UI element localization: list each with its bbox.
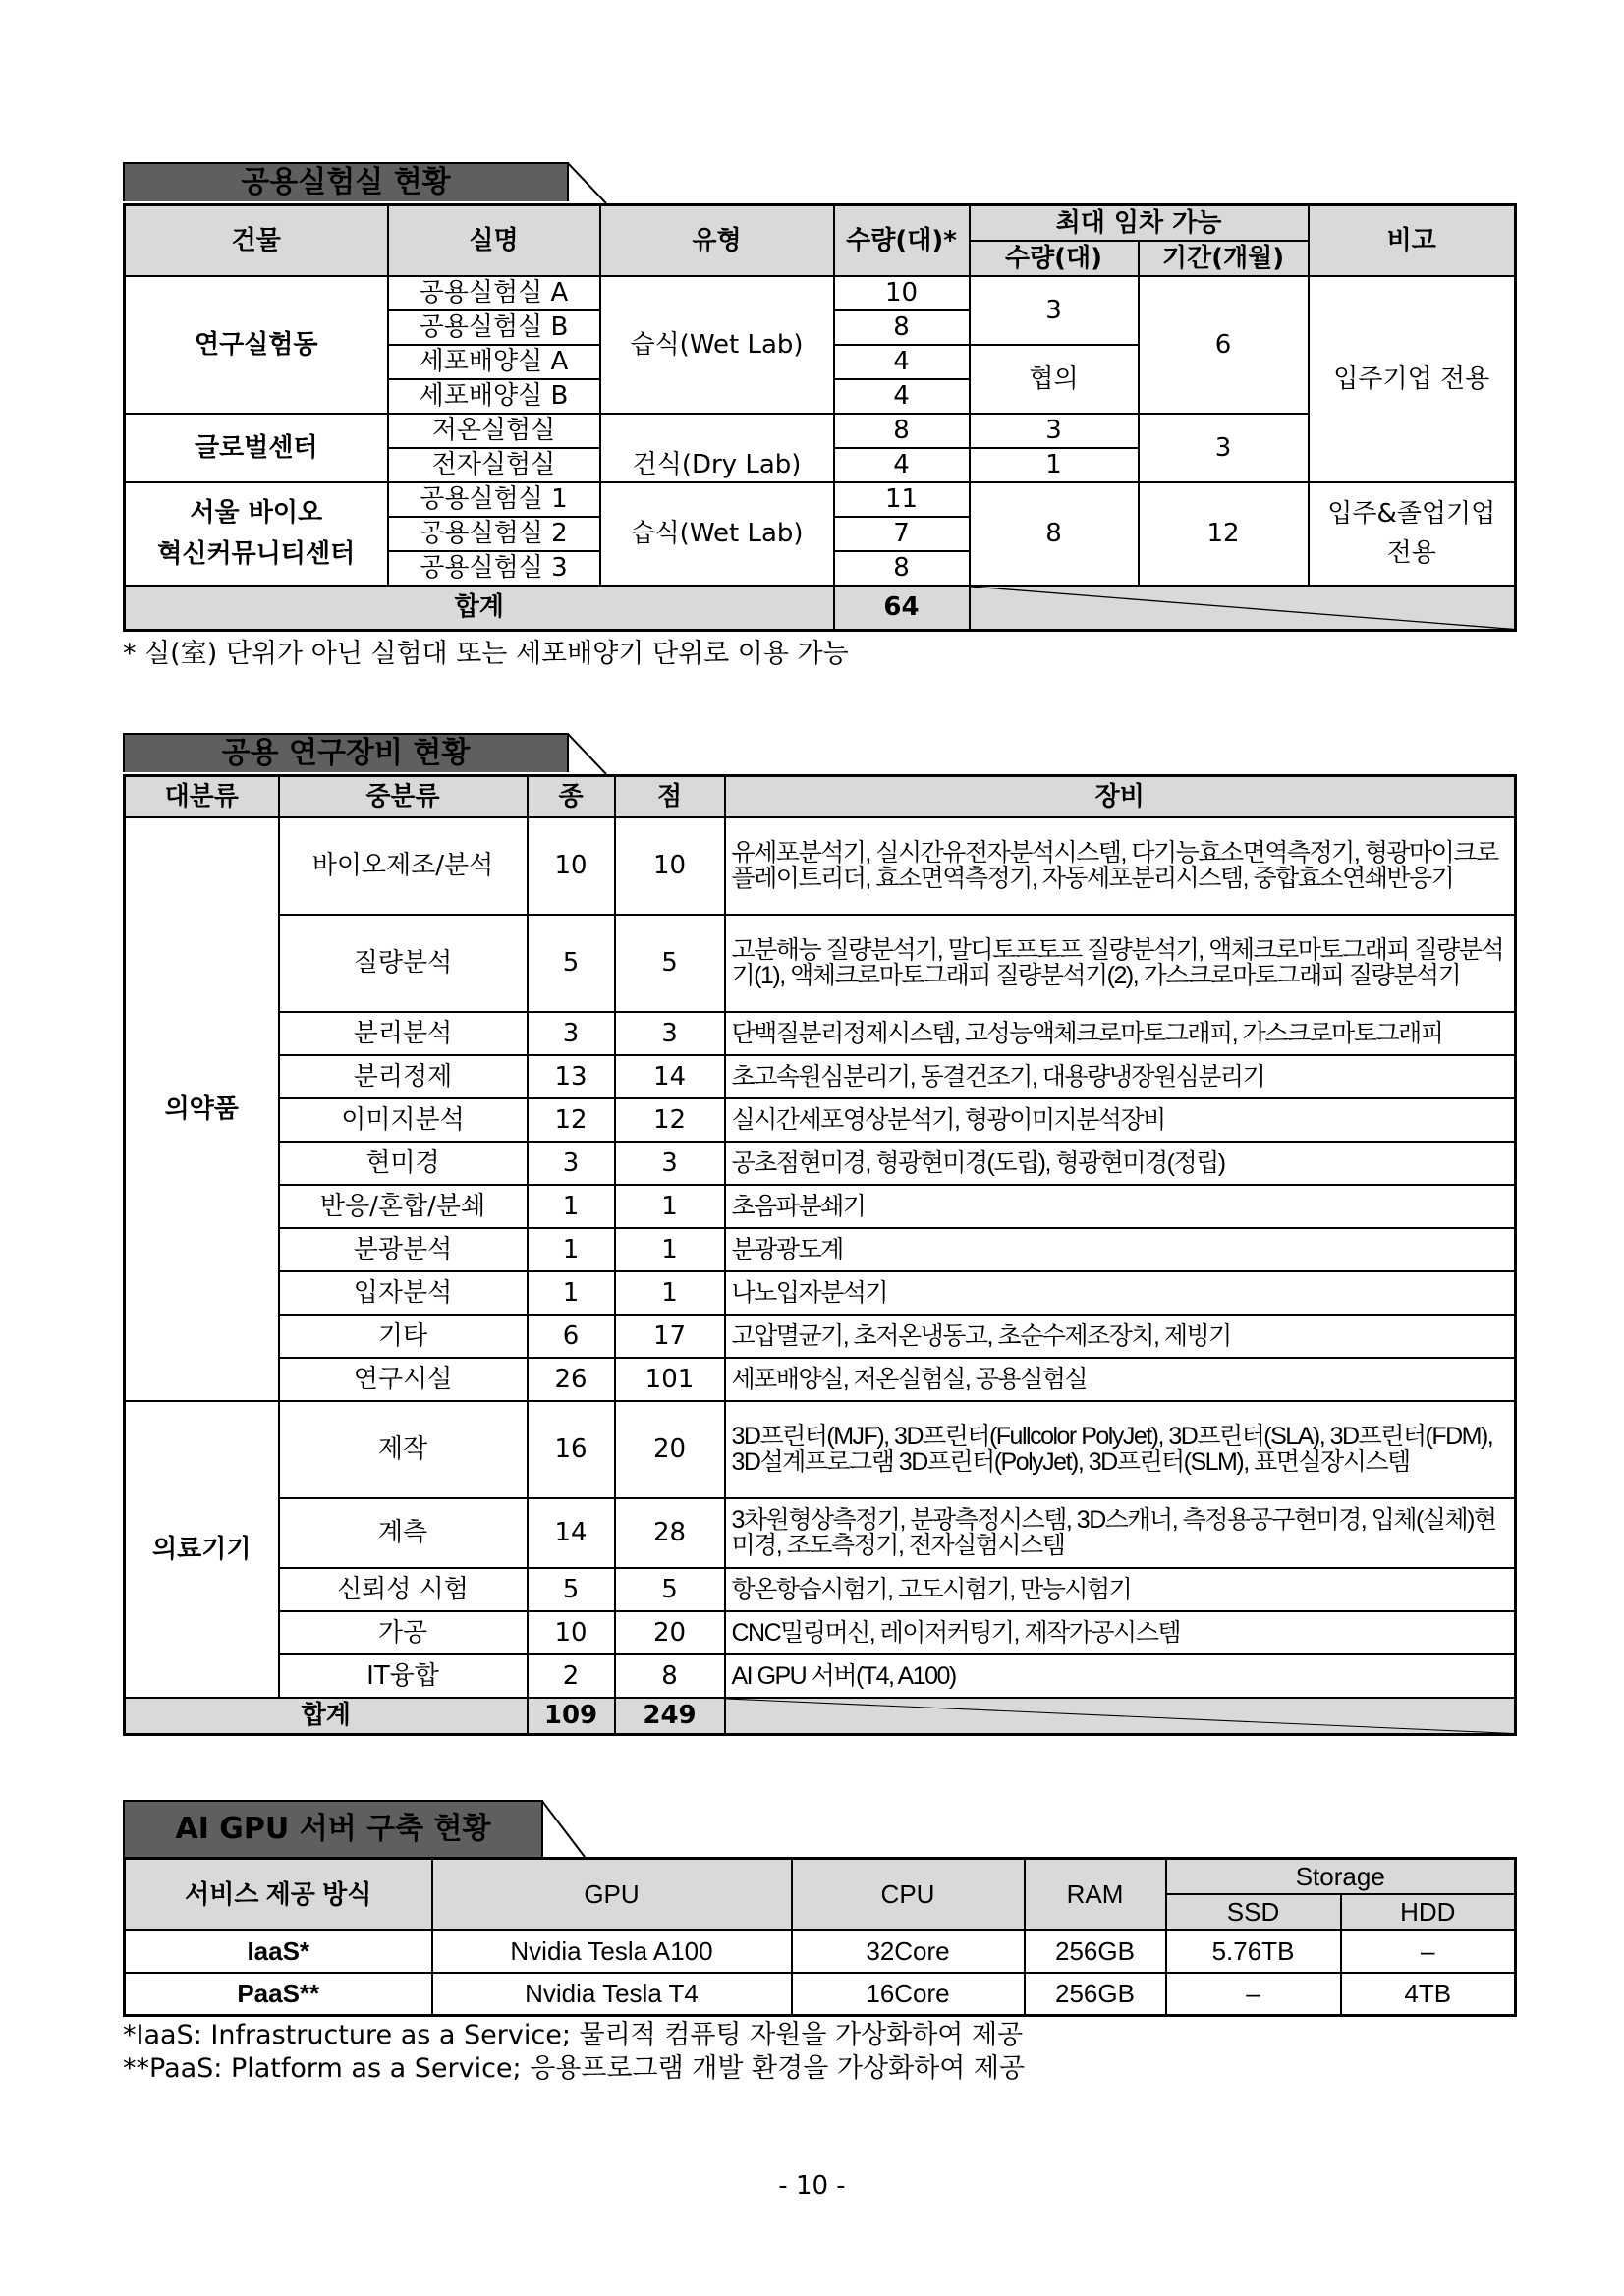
kinds-cell: 5 — [528, 1568, 615, 1611]
units-cell: 20 — [615, 1611, 725, 1654]
lab-footnote: * 실(室) 단위가 아닌 실험대 또는 세포배양기 단위로 이용 가능 — [123, 639, 849, 669]
equip-cell: 항온항습시험기, 고도시험기, 만능시험기 — [725, 1568, 1516, 1611]
method-cell: PaaS** — [125, 1973, 432, 2016]
type-cell: 습식(Wet Lab) — [600, 276, 834, 414]
header-note: 비고 — [1309, 205, 1516, 276]
header-building: 건물 — [125, 205, 388, 276]
hdd-cell: – — [1341, 1930, 1516, 1973]
equip-cell: 초음파분쇄기 — [725, 1185, 1516, 1228]
equip-cell: 공초점현미경, 형광현미경(도립), 형광현미경(정립) — [725, 1142, 1516, 1185]
header-max-period: 기간(개월) — [1139, 241, 1309, 276]
lab-section — [123, 162, 1514, 671]
total-label: 합계 — [125, 1698, 528, 1735]
qty-cell: 8 — [834, 551, 970, 586]
header-storage: Storage — [1166, 1859, 1516, 1894]
kinds-cell: 3 — [528, 1012, 615, 1055]
kinds-cell: 13 — [528, 1055, 615, 1098]
kinds-cell: 16 — [528, 1401, 615, 1498]
header-cpu: CPU — [792, 1859, 1025, 1930]
gpu-cell: Nvidia Tesla A100 — [432, 1930, 792, 1973]
total-units: 249 — [615, 1698, 725, 1735]
max-qty-cell: 협의 — [970, 345, 1139, 414]
units-cell: 1 — [615, 1228, 725, 1271]
units-cell: 1 — [615, 1271, 725, 1315]
lab-section-title: 공용실험실 현황 — [123, 162, 569, 201]
units-cell: 20 — [615, 1401, 725, 1498]
mid-cell: 분광분석 — [279, 1228, 528, 1271]
equip-cell: 3차원형상측정기, 분광측정시스템, 3D스캐너, 측정용공구현미경, 입체(실체)현미경, 조도측정기, 전자실험시스템 — [725, 1498, 1516, 1568]
diagonal-line — [726, 1699, 1515, 1734]
total-empty-diagonal — [725, 1698, 1516, 1735]
kinds-cell: 14 — [528, 1498, 615, 1568]
building-line: 서울 바이오 — [190, 498, 323, 528]
qty-cell: 8 — [834, 414, 970, 448]
header-max: 최대 임차 가능 — [970, 205, 1309, 241]
qty-cell: 11 — [834, 482, 970, 517]
room-cell: 세포배양실 A — [388, 345, 600, 379]
cpu-cell: 16Core — [792, 1973, 1025, 2016]
max-qty-cell: 3 — [970, 276, 1139, 345]
total-label: 합계 — [125, 586, 834, 631]
equip-cell: 나노입자분석기 — [725, 1271, 1516, 1315]
building-cell: 연구실험동 — [125, 276, 388, 414]
header-ram: RAM — [1025, 1859, 1166, 1930]
equip-cell: 고압멸균기, 초저온냉동고, 초순수제조장치, 제빙기 — [725, 1315, 1516, 1358]
mid-cell: 신뢰성 시험 — [279, 1568, 528, 1611]
header-type: 유형 — [600, 205, 834, 276]
equip-cell: 유세포분석기, 실시간유전자분석시스템, 다기능효소면역측정기, 형광마이크로플레이트리더, 효소면역측정기, 자동세포분리시스템, 중합효소연쇄반응기 — [725, 817, 1516, 915]
max-qty-cell: 8 — [970, 482, 1139, 586]
tab-slant — [567, 162, 626, 203]
mid-cell: 분리정제 — [279, 1055, 528, 1098]
kinds-cell: 26 — [528, 1358, 615, 1401]
tab-slant — [567, 733, 626, 774]
equip-cell: 단백질분리정제시스템, 고성능액체크로마토그래피, 가스크로마토그래피 — [725, 1012, 1516, 1055]
header-hdd: HDD — [1341, 1894, 1516, 1930]
max-period-cell: 6 — [1139, 276, 1309, 414]
max-period-cell: 3 — [1139, 414, 1309, 482]
gpu-section-tab — [123, 1800, 1514, 1857]
note-cell — [1309, 482, 1516, 586]
header-gpu: GPU — [432, 1859, 792, 1930]
qty-cell: 4 — [834, 345, 970, 379]
qty-cell: 4 — [834, 379, 970, 414]
gpu-section — [123, 1800, 1514, 2086]
units-cell: 5 — [615, 915, 725, 1012]
units-cell: 3 — [615, 1012, 725, 1055]
gpu-section-title: AI GPU 서버 구축 현황 — [123, 1800, 543, 1857]
hdd-cell: 4TB — [1341, 1973, 1516, 2016]
units-cell: 8 — [615, 1654, 725, 1698]
cpu-cell: 32Core — [792, 1930, 1025, 1973]
kinds-cell: 10 — [528, 1611, 615, 1654]
equip-section — [123, 733, 1514, 1736]
qty-cell: 4 — [834, 448, 970, 482]
header-qty: 수량(대)* — [834, 205, 970, 276]
gpu-note-iaas: *IaaS: Infrastructure as a Service; 물리적 컴퓨팅 자원을 가상화하여 제공 — [123, 2020, 1024, 2050]
note-cell: 입주기업 전용 — [1309, 276, 1516, 482]
kinds-cell: 1 — [528, 1228, 615, 1271]
kinds-cell: 2 — [528, 1654, 615, 1698]
equip-cell: 고분해능 질량분석기, 말디토프토프 질량분석기, 액체크로마토그래피 질량분석기(1), 액체크로마토그래피 질량분석기(2), 가스크로마토그래피 질량분석기 — [725, 915, 1516, 1012]
header-ssd: SSD — [1166, 1894, 1341, 1930]
header-units: 점 — [615, 776, 725, 817]
kinds-cell: 10 — [528, 817, 615, 915]
equip-section-title: 공용 연구장비 현황 — [123, 733, 569, 772]
ram-cell: 256GB — [1025, 1930, 1166, 1973]
header-mid: 중분류 — [279, 776, 528, 817]
header-kinds: 종 — [528, 776, 615, 817]
mid-cell: 이미지분석 — [279, 1098, 528, 1142]
total-qty: 64 — [834, 586, 970, 631]
mid-cell: 가공 — [279, 1611, 528, 1654]
equip-section-tab — [123, 733, 1514, 774]
room-cell: 전자실험실 — [388, 448, 600, 482]
room-cell: 공용실험실 2 — [388, 517, 600, 551]
gpu-note-paas: **PaaS: Platform as a Service; 응용프로그램 개발 환경을 가상화하여 제공 — [123, 2053, 1026, 2084]
mid-cell: 연구시설 — [279, 1358, 528, 1401]
max-period-cell: 12 — [1139, 482, 1309, 586]
major-cell: 의료기기 — [125, 1401, 279, 1698]
qty-cell: 10 — [834, 276, 970, 310]
mid-cell: IT융합 — [279, 1654, 528, 1698]
mid-cell: 계측 — [279, 1498, 528, 1568]
gpu-cell: Nvidia Tesla T4 — [432, 1973, 792, 2016]
mid-cell: 반응/혼합/분쇄 — [279, 1185, 528, 1228]
header-major: 대분류 — [125, 776, 279, 817]
qty-cell: 8 — [834, 310, 970, 345]
building-cell: 글로벌센터 — [125, 414, 388, 482]
header-equip: 장비 — [725, 776, 1516, 817]
max-qty-cell: 1 — [970, 448, 1139, 482]
kinds-cell: 12 — [528, 1098, 615, 1142]
equip-cell: 초고속원심분리기, 동결건조기, 대용량냉장원심분리기 — [725, 1055, 1516, 1098]
note-line: 입주&졸업기업 — [1327, 499, 1496, 529]
mid-cell: 기타 — [279, 1315, 528, 1358]
mid-cell: 바이오제조/분석 — [279, 817, 528, 915]
units-cell: 10 — [615, 817, 725, 915]
major-cell: 의약품 — [125, 817, 279, 1401]
kinds-cell: 3 — [528, 1142, 615, 1185]
units-cell: 17 — [615, 1315, 725, 1358]
ssd-cell: 5.76TB — [1166, 1930, 1341, 1973]
mid-cell: 질량분석 — [279, 915, 528, 1012]
mid-cell: 제작 — [279, 1401, 528, 1498]
header-method: 서비스 제공 방식 — [125, 1859, 432, 1930]
ssd-cell: – — [1166, 1973, 1341, 2016]
lab-table — [123, 203, 1517, 632]
kinds-cell: 1 — [528, 1185, 615, 1228]
units-cell: 14 — [615, 1055, 725, 1098]
units-cell: 1 — [615, 1185, 725, 1228]
type-cell-empty — [600, 414, 834, 448]
building-line: 혁신커뮤니티센터 — [157, 539, 356, 569]
lab-section-tab — [123, 162, 1514, 203]
room-cell: 저온실험실 — [388, 414, 600, 448]
equip-cell: 실시간세포영상분석기, 형광이미지분석장비 — [725, 1098, 1516, 1142]
units-cell: 101 — [615, 1358, 725, 1401]
room-cell: 세포배양실 B — [388, 379, 600, 414]
room-cell: 공용실험실 1 — [388, 482, 600, 517]
type-cell: 건식(Dry Lab) — [600, 448, 834, 482]
room-cell: 공용실험실 B — [388, 310, 600, 345]
diagonal-line — [971, 587, 1515, 630]
units-cell: 5 — [615, 1568, 725, 1611]
room-cell: 공용실험실 A — [388, 276, 600, 310]
tab-slant — [541, 1800, 600, 1857]
page-number: - 10 - — [778, 2171, 846, 2201]
kinds-cell: 5 — [528, 915, 615, 1012]
kinds-cell: 1 — [528, 1271, 615, 1315]
units-cell: 12 — [615, 1098, 725, 1142]
equip-table — [123, 774, 1517, 1736]
mid-cell: 현미경 — [279, 1142, 528, 1185]
units-cell: 28 — [615, 1498, 725, 1568]
mid-cell: 입자분석 — [279, 1271, 528, 1315]
mid-cell: 분리분석 — [279, 1012, 528, 1055]
method-cell: IaaS* — [125, 1930, 432, 1973]
equip-cell: 세포배양실, 저온실험실, 공용실험실 — [725, 1358, 1516, 1401]
equip-cell: 3D프린터(MJF), 3D프린터(Fullcolor PolyJet), 3D프린터(SLA), 3D프린터(FDM), 3D설계프로그램 3D프린터(PolyJet), 3D프린터(SLM), 표면실장시스템 — [725, 1401, 1516, 1498]
equip-cell: AI GPU 서버(T4, A100) — [725, 1654, 1516, 1698]
units-cell: 3 — [615, 1142, 725, 1185]
header-room: 실명 — [388, 205, 600, 276]
type-cell: 습식(Wet Lab) — [600, 482, 834, 586]
max-qty-cell: 3 — [970, 414, 1139, 448]
total-empty-diagonal — [970, 586, 1516, 631]
equip-cell: CNC밀링머신, 레이저커팅기, 제작가공시스템 — [725, 1611, 1516, 1654]
equip-cell: 분광광도계 — [725, 1228, 1516, 1271]
kinds-cell: 6 — [528, 1315, 615, 1358]
gpu-table — [123, 1857, 1517, 2017]
ram-cell: 256GB — [1025, 1973, 1166, 2016]
room-cell: 공용실험실 3 — [388, 551, 600, 586]
header-max-qty: 수량(대) — [970, 241, 1139, 276]
building-cell — [125, 482, 388, 586]
total-kinds: 109 — [528, 1698, 615, 1735]
qty-cell: 7 — [834, 517, 970, 551]
note-line: 전용 — [1386, 538, 1436, 568]
